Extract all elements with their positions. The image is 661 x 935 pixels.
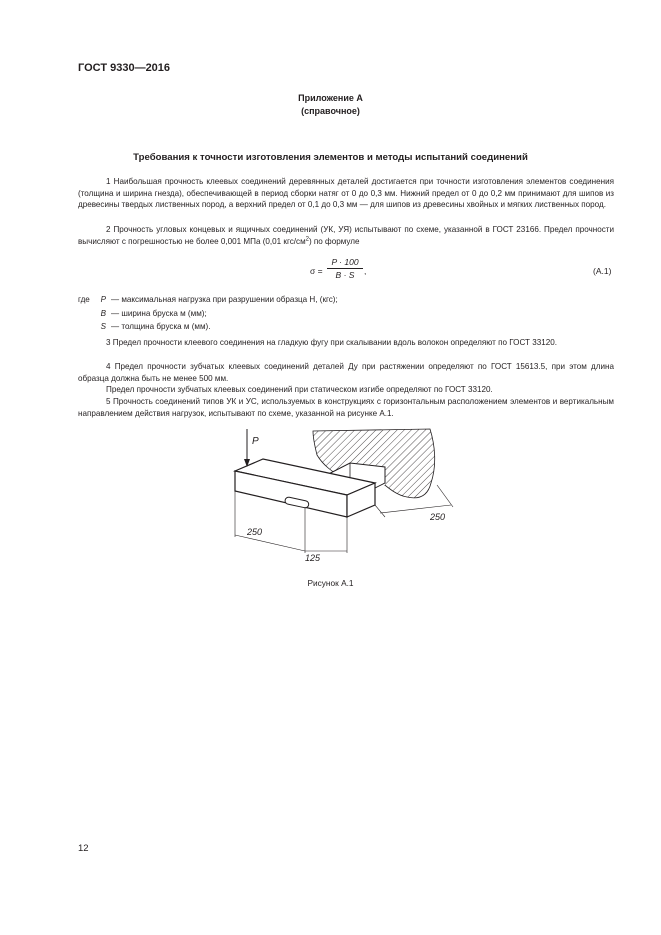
dim-left-label: 250 bbox=[247, 527, 263, 537]
dim-right-label: 250 bbox=[430, 512, 446, 522]
formula-comma: , bbox=[364, 266, 367, 276]
formula-lhs: σ = bbox=[310, 266, 323, 276]
appendix-title: Приложение А bbox=[298, 93, 363, 103]
paragraph-2-tail: ) по формуле bbox=[308, 236, 360, 246]
where-prefix: где bbox=[78, 295, 90, 304]
paragraph-1 bbox=[78, 176, 614, 211]
figure-a1 bbox=[225, 425, 465, 565]
dim-bottom-label: 125 bbox=[305, 553, 321, 563]
formula-number: (А.1) bbox=[593, 266, 612, 276]
appendix-heading bbox=[0, 92, 661, 118]
paragraph-5-text: 5 Прочность соединений типов УК и УС, используемых в конструкциях с горизонтальным расположением элементов и вертикальным направлением действия нагрузок, испытывают по схеме, указанной на рисунке А.1. bbox=[78, 397, 614, 418]
paragraph-3 bbox=[78, 337, 614, 349]
where-symbol: B bbox=[100, 308, 106, 318]
paragraph-2-text: 2 Прочность угловых концевых и ящичных соединений (УК, УЯ) испытывают по схеме, указанной в ГОСТ 23166. Предел прочности вычисляют с погрешностью не более 0,001 МПа (0,01 кгс/см bbox=[78, 225, 614, 246]
formula-fraction bbox=[327, 257, 363, 280]
where-text: — максимальная нагрузка при разрушении образца Н, (кгс); bbox=[111, 295, 338, 304]
where-symbol: S bbox=[100, 322, 106, 331]
paragraph-4-text: 4 Предел прочности зубчатых клеевых соединений деталей Ду при растяжении определяют по ГОСТ 15613.5, при этом длина образца должна быть не менее 500 мм. bbox=[78, 362, 614, 383]
where-text: — толщина бруска м (мм). bbox=[111, 322, 211, 331]
formula-denominator: B · S bbox=[335, 270, 355, 280]
where-text: — ширина бруска м (мм); bbox=[111, 308, 207, 318]
paragraph-5 bbox=[78, 396, 614, 419]
formula-numerator: P · 100 bbox=[327, 257, 363, 269]
figure-caption: Рисунок А.1 bbox=[307, 578, 354, 588]
paragraph-4b-text: Предел прочности зубчатых клеевых соединений при статическом изгибе определяют по ГОСТ 33120. bbox=[106, 385, 493, 394]
where-symbol: P bbox=[100, 295, 106, 304]
paragraph-4 bbox=[78, 361, 614, 396]
paragraph-2 bbox=[78, 224, 614, 247]
page-number: 12 bbox=[78, 843, 89, 854]
document-header: ГОСТ 9330—2016 bbox=[78, 62, 171, 74]
appendix-subtitle: (справочное) bbox=[301, 106, 360, 116]
paragraph-1-text: 1 Наибольшая прочность клеевых соединений деревянных деталей достигается при точности изготовления элементов соединения (толщина и ширина гнезда), обеспечивающей в период сборки натяг от 0 до 0,3 мм. Нижний предел от 0 до 0,2 мм принимают для шипов из древесины твердых лиственных пород, а верхний предел от 0,1 до 0,3 мм — для шипов из древесины хвойных и мягких лиственных пород. bbox=[78, 177, 614, 209]
superscript: 2 bbox=[305, 235, 309, 242]
load-label: P bbox=[252, 436, 259, 447]
paragraph-3-text: 3 Предел прочности клеевого соединения на гладкую фугу при скалывании вдоль волокон определяют по ГОСТ 33120. bbox=[106, 338, 558, 347]
formula-a1 bbox=[0, 257, 661, 287]
section-title: Требования к точности изготовления элементов и методы испытаний соединений bbox=[133, 152, 528, 163]
